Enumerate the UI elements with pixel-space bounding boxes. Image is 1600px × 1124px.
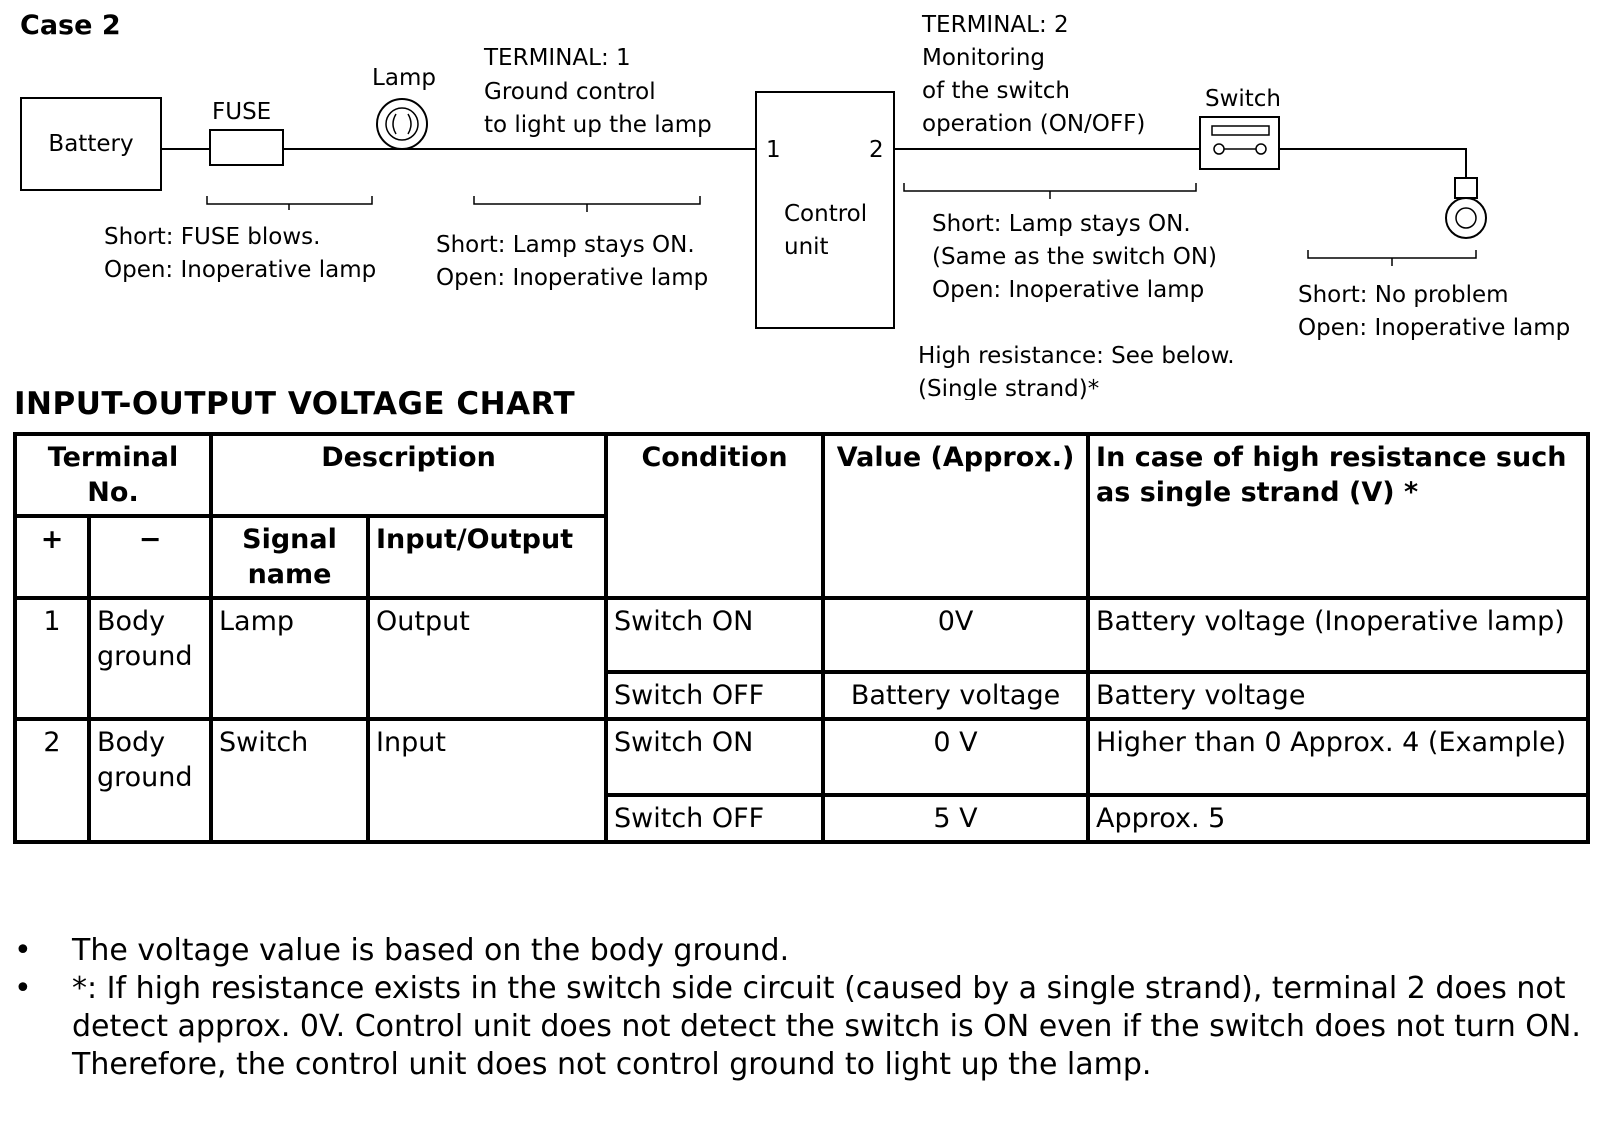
- input-output-cell: Output: [368, 598, 606, 719]
- fuse-symbol: [210, 130, 283, 165]
- control-unit-label-line2: unit: [784, 234, 829, 260]
- terminal2-title: TERMINAL: 2: [922, 12, 1069, 38]
- header-value: Value (Approx.): [823, 434, 1088, 598]
- lamp-section-brace: [474, 196, 700, 212]
- switch-section-brace: [904, 183, 1196, 199]
- note-text: The voltage value is based on the body ground.: [72, 933, 790, 968]
- condition-cell: Switch ON: [606, 598, 823, 672]
- control-unit-pin1: 1: [766, 137, 781, 163]
- battery-label: Battery: [48, 131, 134, 157]
- bullet-icon: •: [14, 933, 32, 968]
- switch-open-text: Open: Inoperative lamp: [932, 277, 1205, 303]
- terminal-minus-cell: Body ground: [89, 719, 211, 842]
- lamp-label: Lamp: [372, 65, 436, 91]
- fuse-open-text: Open: Inoperative lamp: [104, 257, 377, 283]
- terminal-plus-cell: 2: [15, 719, 89, 842]
- header-terminal-no: Terminal No.: [15, 434, 211, 516]
- high-resistance-cell: Battery voltage (Inoperative lamp): [1088, 598, 1588, 672]
- fuse-short-text: Short: FUSE blows.: [104, 224, 321, 250]
- header-plus: +: [15, 516, 89, 598]
- note-item: [14, 932, 1584, 970]
- condition-cell: Switch OFF: [606, 672, 823, 719]
- condition-cell: Switch ON: [606, 719, 823, 795]
- switch-label: Switch: [1204, 86, 1282, 112]
- header-high-resistance: In case of high resistance such as single strand (V) *: [1088, 434, 1588, 598]
- switch-short-text: Short: Lamp stays ON.: [932, 211, 1191, 237]
- terminal1-line1: Ground control: [484, 79, 656, 105]
- ground-icon: [1446, 178, 1486, 238]
- table-row: [15, 719, 1588, 795]
- input-output-cell: Input: [368, 719, 606, 842]
- header-row-1: [15, 434, 1588, 516]
- header-minus: −: [89, 516, 211, 598]
- signal-name-cell: Switch: [211, 719, 368, 842]
- ground-open-text: Open: Inoperative lamp: [1298, 315, 1571, 341]
- table-row: [15, 598, 1588, 672]
- terminal2-line3: operation (ON/OFF): [922, 111, 1146, 137]
- terminal-plus-cell: 1: [15, 598, 89, 719]
- terminal1-title: TERMINAL: 1: [484, 45, 631, 71]
- chart-title: INPUT-OUTPUT VOLTAGE CHART: [14, 386, 576, 422]
- value-cell: 5 V: [823, 795, 1088, 842]
- wire-switch-ground: [1279, 149, 1466, 178]
- terminal-minus-cell: Body ground: [89, 598, 211, 719]
- terminal1-line2: to light up the lamp: [484, 112, 712, 138]
- case-title: Case 2: [20, 10, 121, 41]
- bullet-icon: •: [14, 971, 32, 1006]
- note-text: *: If high resistance exists in the switch side circuit (caused by a single strand), terminal 2 does not detect approx. 0V. Control unit does not detect the switch is ON even if the switch does not turn ON. Therefore, the control unit does not control ground to light up the lamp.: [72, 971, 1581, 1082]
- header-condition: Condition: [606, 434, 823, 598]
- control-unit-label-line1: Control: [784, 201, 868, 227]
- voltage-chart-table: [13, 432, 1590, 844]
- note-item: [14, 970, 1584, 1084]
- fuse-label: FUSE: [212, 99, 272, 125]
- terminal2-line1: Monitoring: [922, 45, 1045, 71]
- value-cell: 0V: [823, 598, 1088, 672]
- lamp-short-text: Short: Lamp stays ON.: [436, 232, 695, 258]
- header-signal-name: Signal name: [211, 516, 368, 598]
- high-resistance-text: High resistance: See below.: [918, 343, 1235, 369]
- value-cell: Battery voltage: [823, 672, 1088, 719]
- header-description: Description: [211, 434, 606, 516]
- control-unit-pin2: 2: [869, 137, 884, 163]
- value-cell: 0 V: [823, 719, 1088, 795]
- high-resistance-cell: Approx. 5: [1088, 795, 1588, 842]
- notes-list: [14, 932, 1584, 1084]
- ground-section-brace: [1308, 250, 1476, 266]
- high-resistance-cell: Battery voltage: [1088, 672, 1588, 719]
- circuit-diagram: [0, 0, 1600, 400]
- ground-short-text: Short: No problem: [1298, 282, 1509, 308]
- high-resistance-cell: Higher than 0 Approx. 4 (Example): [1088, 719, 1588, 795]
- lamp-icon: [377, 99, 427, 149]
- switch-same-text: (Same as the switch ON): [932, 244, 1217, 270]
- condition-cell: Switch OFF: [606, 795, 823, 842]
- switch-icon: [1200, 117, 1279, 169]
- lamp-open-text: Open: Inoperative lamp: [436, 265, 709, 291]
- fuse-section-brace: [207, 196, 372, 210]
- header-input-output: Input/Output: [368, 516, 606, 598]
- single-strand-text: (Single strand)*: [918, 376, 1100, 400]
- signal-name-cell: Lamp: [211, 598, 368, 719]
- terminal2-line2: of the switch: [922, 78, 1070, 104]
